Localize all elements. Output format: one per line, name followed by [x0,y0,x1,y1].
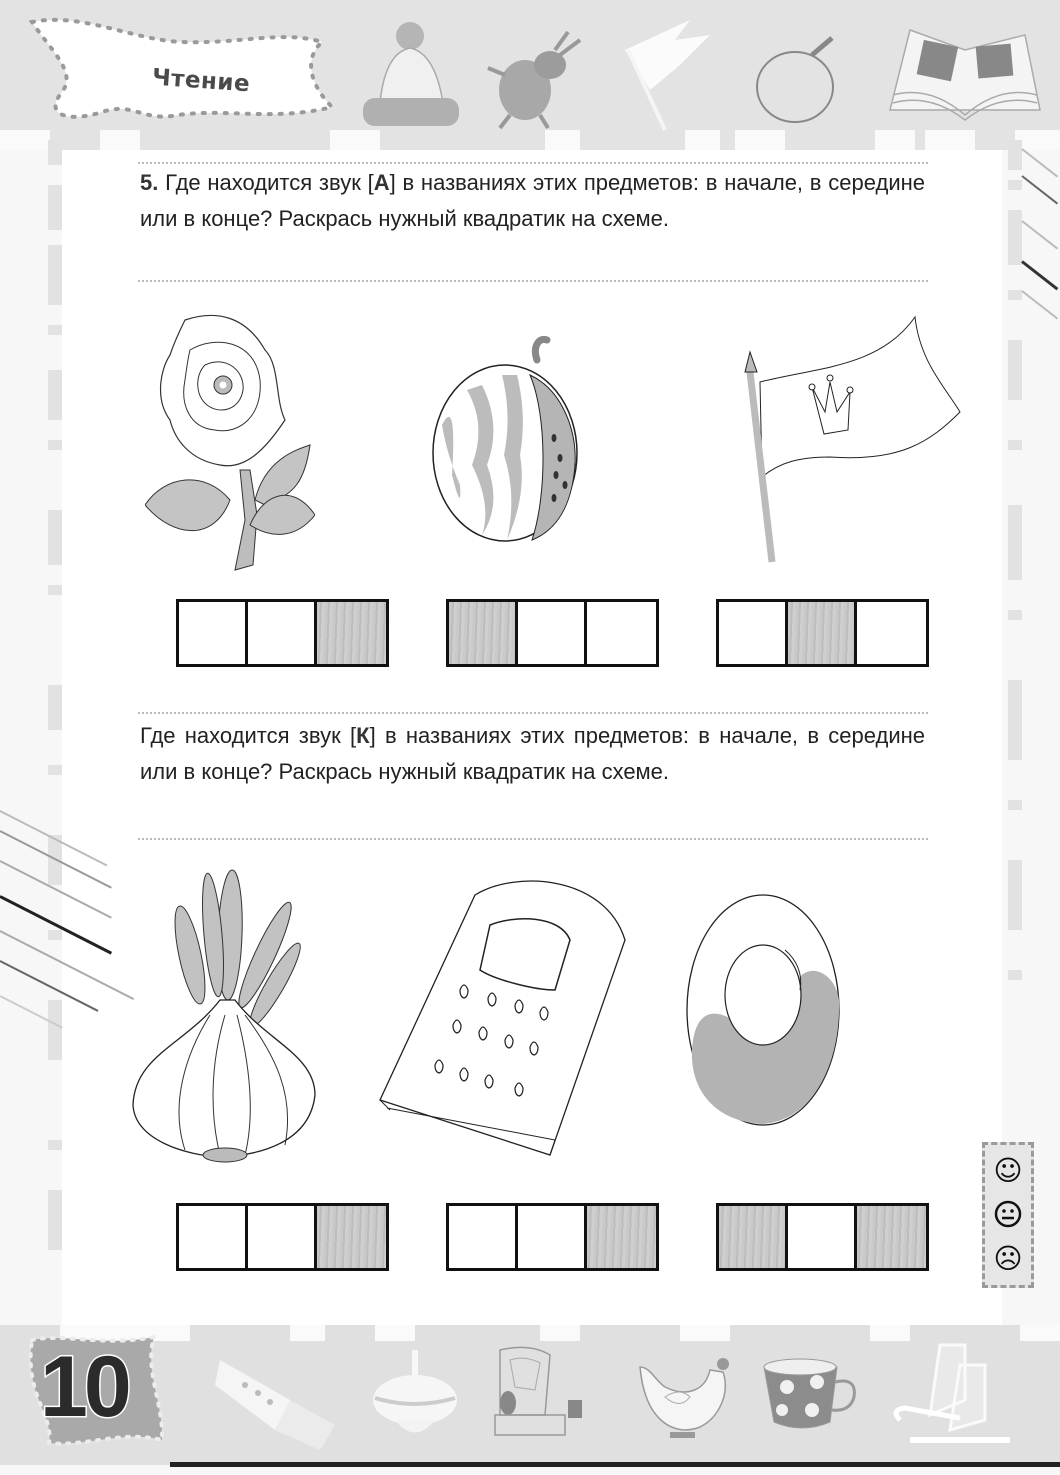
decor-line [1021,290,1058,319]
sound-scheme-watermelon [446,599,659,667]
divider [138,162,928,164]
scheme-cell-start[interactable] [179,1206,248,1268]
scheme-cell-middle[interactable] [248,1206,317,1268]
scales-icon [490,1345,610,1445]
apple-icon [750,30,850,125]
decor-line [1021,148,1058,177]
task-5-instruction: 5. Где находится звук [А] в названиях этих предметов: в начале, в середине или в конце? Раскрась нужный квадратик на схеме. [140,170,925,231]
flag-image[interactable] [730,312,980,572]
scheme-cell-end-filled[interactable] [587,1206,656,1268]
task-k-instruction: Где находится звук [К] в названиях этих предметов: в начале, в середине или в конце? Раскрась нужный квадратик на схеме. [140,723,926,784]
divider [138,712,928,714]
scheme-cell-end[interactable] [587,602,656,664]
scheme-cell-middle[interactable] [788,1206,857,1268]
onion-image[interactable] [125,855,325,1165]
divider [138,838,928,840]
bottom-rule [170,1462,1060,1467]
scheme-cell-middle-filled[interactable] [788,602,857,664]
grater-image[interactable] [375,870,645,1160]
scheme-cell-start[interactable] [449,1206,518,1268]
scheme-cell-start-filled[interactable] [719,1206,788,1268]
rocket-icon [210,1345,340,1455]
smile-face-icon[interactable]: ☺ [993,1154,1023,1187]
scheme-cell-start[interactable] [179,602,248,664]
decor-line [1021,175,1058,204]
sound-scheme-rose [176,599,389,667]
neutral-face-icon[interactable] [993,1200,1023,1230]
page-number: 10 [40,1339,128,1435]
book-icon [885,25,1045,125]
decor-line [1021,260,1058,290]
flag-icon [620,20,740,140]
task-number: 5. [140,170,159,195]
hen-icon [635,1352,735,1442]
scheme-cell-end-filled[interactable] [317,602,386,664]
watermelon-image[interactable] [432,335,582,545]
scheme-cell-end[interactable] [857,602,926,664]
decor-line [1021,220,1058,249]
sound-scheme-flag [716,599,929,667]
spinning-top-icon [370,1350,460,1460]
beetle-icon [480,20,590,130]
scheme-cell-start-filled[interactable] [449,602,518,664]
sound-scheme-bagel [716,1203,929,1271]
hat-icon [355,18,465,128]
skates-icon [890,1340,1020,1455]
section-label: Чтение [151,64,251,98]
scheme-cell-middle[interactable] [518,602,587,664]
scheme-cell-middle[interactable] [518,1206,587,1268]
sound-scheme-onion [176,1203,389,1271]
divider [138,280,928,282]
scheme-cell-middle[interactable] [248,602,317,664]
left-border-strip [48,140,62,1330]
target-sound: А [373,170,390,195]
sound-scheme-grater [446,1203,659,1271]
cup-icon [762,1352,862,1442]
rose-image[interactable] [145,310,315,580]
target-sound: К [356,723,370,748]
scheme-cell-end-filled[interactable] [857,1206,926,1268]
scheme-cell-start[interactable] [719,602,788,664]
sad-face-icon[interactable]: ☹ [993,1242,1023,1275]
scheme-cell-end-filled[interactable] [317,1206,386,1268]
bagel-image[interactable] [685,890,845,1130]
self-assessment-box [982,1142,1034,1288]
section-tag [22,12,332,127]
